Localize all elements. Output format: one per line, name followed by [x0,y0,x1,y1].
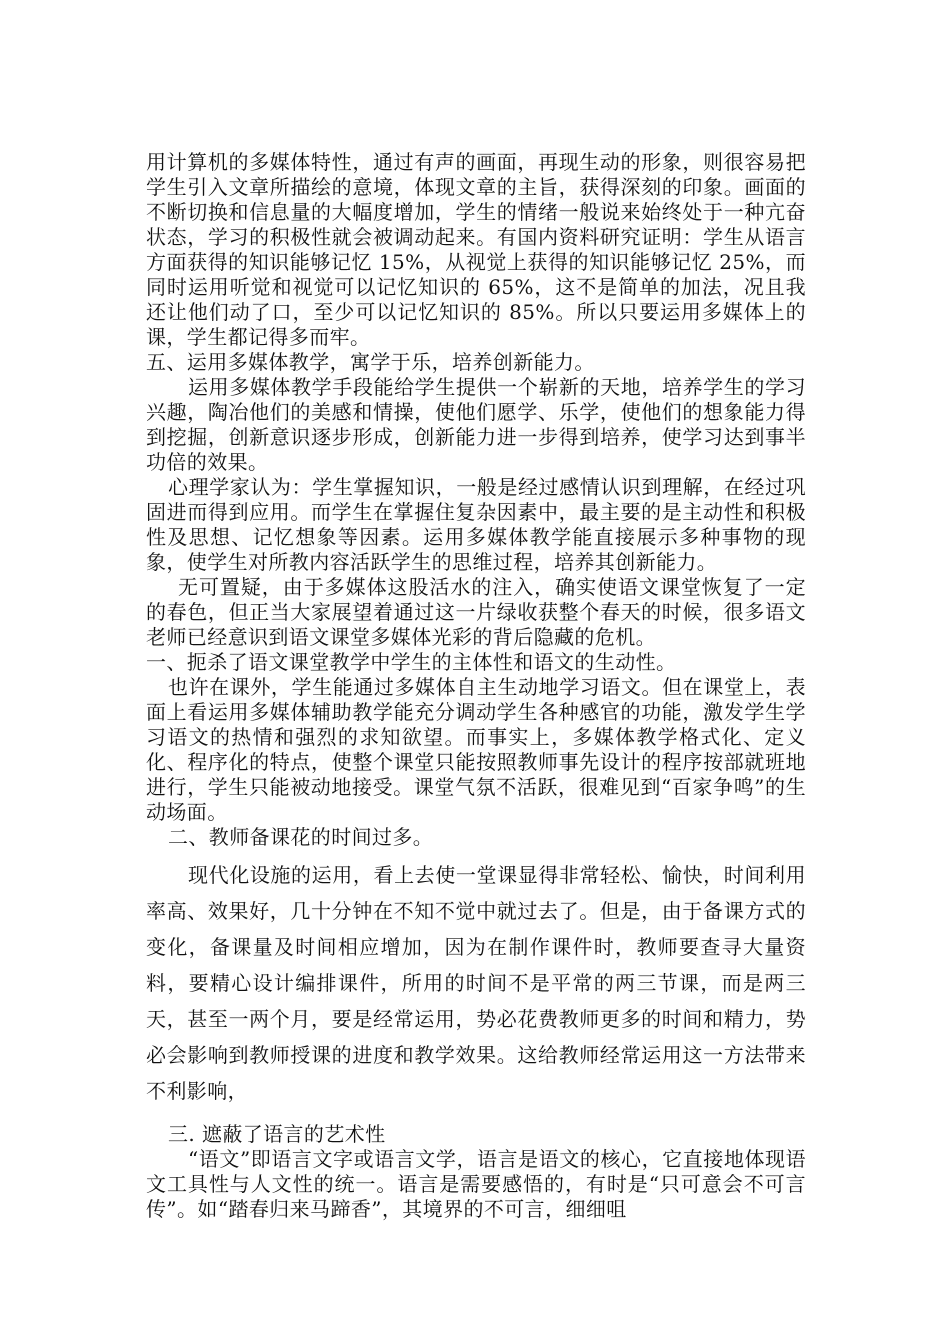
paragraph-2: 现代化设施的运用，看上去使一堂课显得非常轻松、愉快，时间利用率高、效果好，几十分钟在不知不觉中就过去了。但是，由于备课方式的变化，备课量及时间相应增加，因为在制作课件时，教师要查寻大量资料，要精心设计编排课件，所用的时间不是平常的两三节课，而是两三天，甚至一两个月，要是经常运用，势必花费教师更多的时间和精力，势必会影响到教师授课的进度和教学效果。这给教师经常运用这一方法带来不利影响， [146,863,806,1103]
paragraph-continued: 用计算机的多媒体特性，通过有声的画面，再现生动的形象，则很容易把学生引入文章所描绘的意境，体现文章的主旨，获得深刻的印象。画面的不断切换和信息量的大幅度增加，学生的情绪一般说来始终处于一种亢奋状态，学习的积极性就会被调动起来。有国内资料研究证明：学生从语言方面获得的知识能够记忆 15%，从视觉上获得的知识能够记忆 25%，而同时运用听觉和视觉可以记忆知识的 65%，这不是简单的加法，况且我还让他们动了口，至少可以记忆知识的 85%。所以只要运用多媒体上的课，学生都记得多而牢。 [146,150,806,349]
section-heading-1: 一、扼杀了语文课堂教学中学生的主体性和语文的生动性。 [146,650,677,674]
section-heading-5: 五、运用多媒体教学，寓学于乐，培养创新能力。 [146,350,595,374]
section-heading-2: 二、教师备课花的时间过多。 [168,825,434,849]
paragraph-5b: 心理学家认为：学生掌握知识，一般是经过感情认识到理解，在经过巩固进而得到应用。而学生在掌握住复杂因素中，最主要的是主动性和积极性及思想、记忆想象等因素。运用多媒体教学能直接展示多种事物的现象，使学生对所教内容活跃学生的思维过程，培养其创新能力。 [146,475,806,574]
text-section-b [146,857,806,1109]
paragraph-1: 也许在课外，学生能通过多媒体自主生动地学习语文。但在课堂上，表面上看运用多媒体辅助教学能充分调动学生各种感官的功能，激发学生学习语文的热情和强烈的求知欲望。而事实上，多媒体教学格式化、定义化、程序化的特点，使整个课堂只能按照教师事先设计的程序按部就班地进行，学生只能被动地接受。课堂气氛不活跃，很难见到“百家争鸣”的生动场面。 [146,675,806,824]
paragraph-transition: 无可置疑，由于多媒体这股活水的注入，确实使语文课堂恢复了一定的春色，但正当大家展望着通过这一片绿收获整个春天的时候，很多语文老师已经意识到语文课堂多媒体光彩的背后隐藏的危机。 [146,575,806,649]
section-heading-3: 三. 遮蔽了语言的艺术性 [168,1122,386,1146]
paragraph-5a: 运用多媒体教学手段能给学生提供一个崭新的天地，培养学生的学习兴趣，陶冶他们的美感和情操，使他们愿学、乐学，使他们的想象能力得到挖掘，创新意识逐步形成，创新能力进一步得到培养，使学习达到事半功倍的效果。 [146,375,806,474]
text-section-a [146,150,806,850]
text-section-c [146,1122,806,1222]
paragraph-3: “语文”即语言文字或语言文学，语言是语文的核心，它直接地体现语文工具性与人文性的统一。语言是需要感悟的，有时是“只可意会不可言传”。如“踏春归来马蹄香”，其境界的不可言，细细咀 [146,1147,806,1221]
